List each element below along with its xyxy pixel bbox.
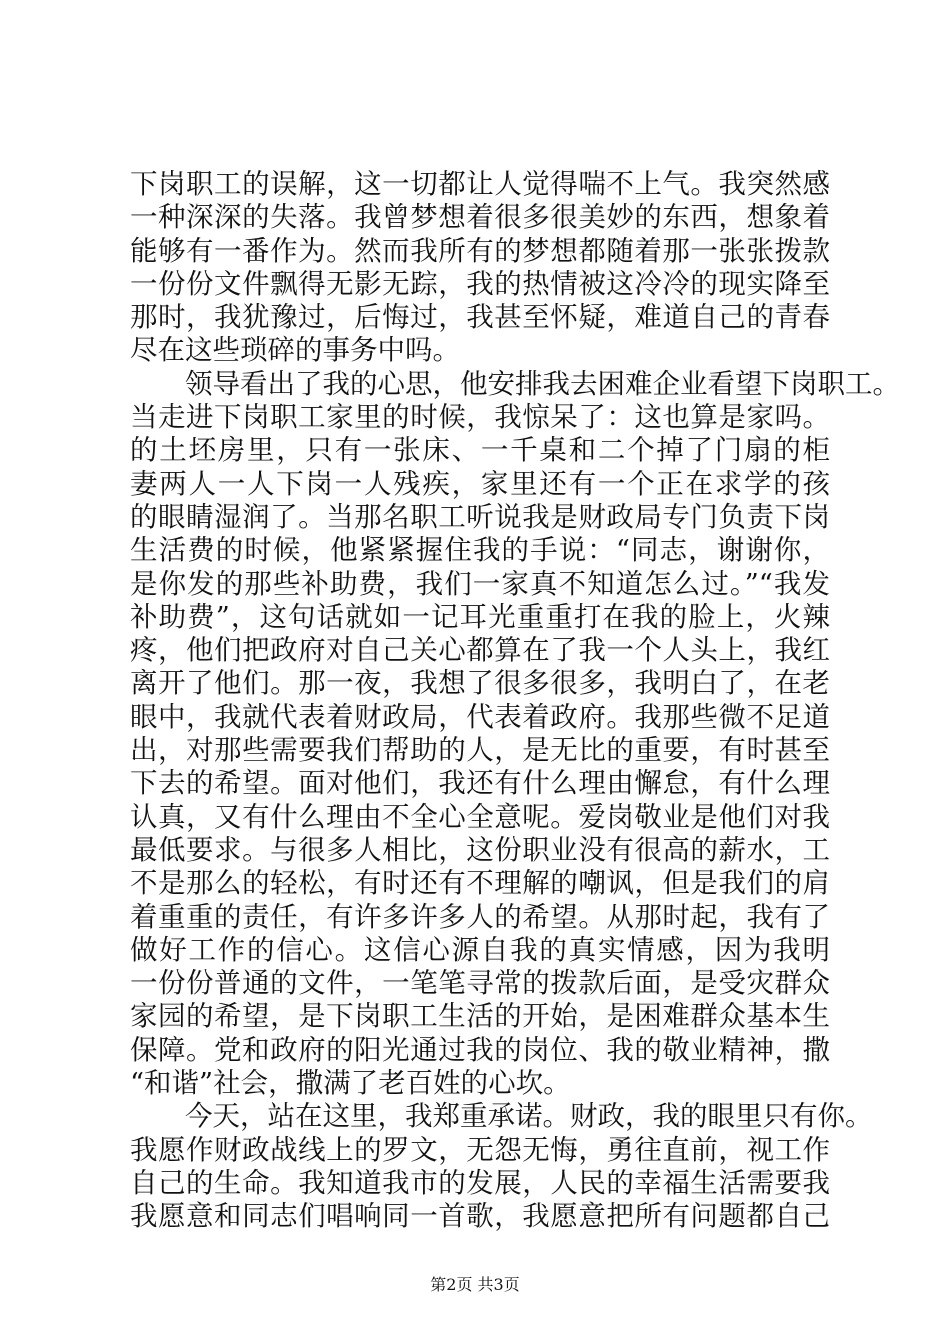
page-footer: 第2页 共3页 bbox=[430, 1275, 520, 1294]
text-line: 眼中，我就代表着财政局，代表着政府。我那些微不足道 bbox=[130, 700, 830, 733]
text-line: 是你发的那些补助费，我们一家真不知道怎么过。”“我发 bbox=[130, 567, 830, 600]
text-line: 出，对那些需要我们帮助的人，是无比的重要，有时甚至 bbox=[130, 734, 830, 767]
text-line: 补助费”，这句话就如一记耳光重重打在我的脸上，火辣 bbox=[130, 600, 830, 633]
text-line: 一份份普通的文件，一笔笔寻常的拨款后面，是受灾群众 bbox=[130, 967, 830, 1000]
text-line: 下去的希望。面对他们，我还有什么理由懈怠，有什么理 bbox=[130, 767, 830, 800]
text-line: 疼，他们把政府对自己关心都算在了我一个人头上，我红 bbox=[130, 634, 830, 667]
text-line: 生活费的时候，他紧紧握住我的手说：“同志，谢谢你， bbox=[130, 534, 830, 567]
text-line: 不是那么的轻松，有时还有不理解的嘲讽，但是我们的肩 bbox=[130, 867, 830, 900]
document-body bbox=[130, 168, 900, 1234]
text-line: 当走进下岗职工家里的时候，我惊呆了：这也算是家吗。 bbox=[130, 401, 830, 434]
text-line: 能够有一番作为。然而我所有的梦想都随着那一张张拨款 bbox=[130, 234, 830, 267]
text-line: 的土坯房里，只有一张床、一千桌和二个掉了门扇的柜 bbox=[130, 434, 830, 467]
text-line: 一份份文件飘得无影无踪，我的热情被这冷冷的现实降至 bbox=[130, 267, 830, 300]
text-line: 家园的希望，是下岗职工生活的开始，是困难群众基本生 bbox=[130, 1000, 830, 1033]
text-line: 尽在这些琐碎的事务中吗。 bbox=[130, 334, 460, 367]
text-line: 保障。党和政府的阳光通过我的岗位、我的敬业精神，撒 bbox=[130, 1033, 830, 1066]
text-line: 的眼睛湿润了。当那名职工听说我是财政局专门负责下岗 bbox=[130, 500, 830, 533]
text-line: 下岗职工的误解，这一切都让人觉得喘不上气。我突然感 bbox=[130, 168, 830, 200]
text-line: 离开了他们。那一夜，我想了很多很多，我明白了，在老 bbox=[130, 667, 830, 700]
text-line: 我愿意和同志们唱响同一首歌，我愿意把所有问题都自己 bbox=[130, 1200, 830, 1233]
text-line: 认真，又有什么理由不全心全意呢。爱岗敬业是他们对我 bbox=[130, 800, 830, 833]
text-line: 那时，我犹豫过，后悔过，我甚至怀疑，难道自己的青春 bbox=[130, 301, 830, 334]
text-line: “和谐”社会，撒满了老百姓的心坎。 bbox=[130, 1067, 571, 1100]
text-line: 着重重的责任，有许多许多人的希望。从那时起，我有了 bbox=[130, 900, 830, 933]
text-line: 我愿作财政战线上的罗文，无怨无悔，勇往直前，视工作 bbox=[130, 1133, 830, 1166]
text-line: 领导看出了我的心思，他安排我去困难企业看望下岗职工。 bbox=[130, 367, 900, 400]
text-line: 今天，站在这里，我郑重承诺。财政，我的眼里只有你。 bbox=[130, 1100, 873, 1133]
text-line: 自己的生命。我知道我市的发展，人民的幸福生活需要我 bbox=[130, 1166, 830, 1199]
text-line: 一种深深的失落。我曾梦想着很多很美妙的东西，想象着 bbox=[130, 201, 830, 234]
text-line: 妻两人一人下岗一人残疾，家里还有一个正在求学的孩 bbox=[130, 467, 830, 500]
text-line: 做好工作的信心。这信心源自我的真实情感，因为我明 bbox=[130, 933, 830, 966]
text-line: 最低要求。与很多人相比，这份职业没有很高的薪水，工 bbox=[130, 833, 830, 866]
